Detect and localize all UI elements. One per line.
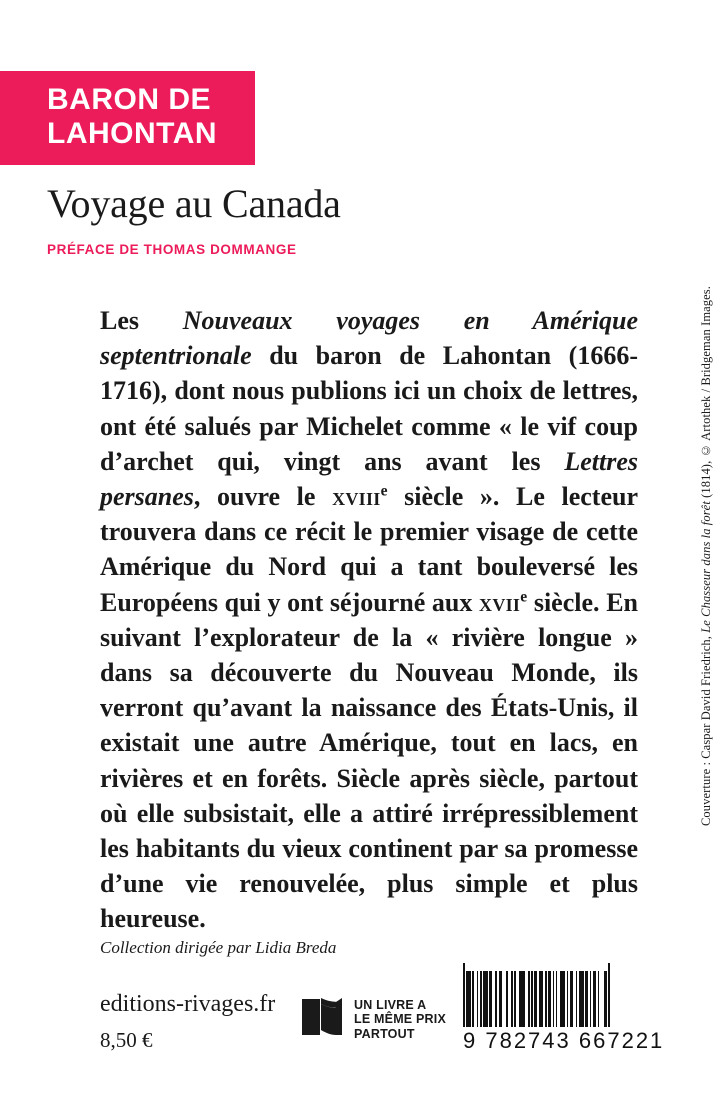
- cover-image-credit: [699, 286, 714, 826]
- fixed-price-line-2: LE MÊME PRIX: [354, 1012, 446, 1027]
- author-name-line-2: LAHONTAN: [47, 117, 218, 150]
- blurb-ordinal-1: e: [380, 482, 388, 500]
- blurb-text-5: siècle. En suivant l’explorateur de la « rivière longue » dans sa découverte du Nouveau Monde, ils verront qu’avant la naissance des États-Unis, il existait une autre Amérique, tout en lacs, en rivières et en forêts. Siècle après siècle, partout où elle subsistait, elle a attiré irrépressiblement les habitants du vieux continent par sa promesse d’une vie renouvelée, plus simple et plus heureuse.: [100, 587, 638, 934]
- blurb-text-3: , ouvre le: [193, 482, 333, 512]
- isbn-digits: 9 782743 667221: [463, 1028, 665, 1053]
- blurb-ordinal-2: e: [520, 587, 528, 605]
- credit-prefix: Couverture : Caspar David Friedrich,: [699, 632, 713, 827]
- preface-credit: PRÉFACE DE THOMAS DOMMANGE: [47, 242, 297, 257]
- author-banner: [0, 71, 255, 165]
- author-name-line-1: BARON DE: [47, 83, 212, 116]
- page-title: Voyage au Canada: [47, 181, 341, 226]
- barcode-bars: [463, 963, 664, 1027]
- blurb-text-4: siècle ». Le lecteur trouvera dans ce récit le premier visage de cette Amérique du Nord qui a tant bouleversé les Européens qui y ont séjourné aux: [100, 482, 638, 617]
- credit-suffix: (1814), © Artothek / Bridgeman Images.: [699, 285, 713, 502]
- fixed-price-logo-text: [354, 998, 446, 1042]
- blurb-work-title-1: Nouveaux voyages en Amérique septentrionale: [100, 306, 638, 371]
- price-label: 8,50 €: [100, 1028, 153, 1052]
- blurb-century-numeral-2: xvii: [479, 587, 521, 617]
- fixed-price-line-3: PARTOUT: [354, 1026, 415, 1041]
- collection-editor-line: Collection dirigée par Lidia Breda: [100, 938, 337, 957]
- blurb-work-title-2: Lettres persanes: [100, 446, 638, 512]
- back-cover-blurb: [100, 303, 638, 937]
- open-book-icon: [300, 995, 346, 1044]
- fixed-price-line-1: UN LIVRE A: [354, 997, 427, 1012]
- blurb-text-2: du baron de Lahontan (1666-1716), dont nous publions ici un choix de lettres, ont été salués par Michelet comme « le vif coup d’archet qui, vingt ans avant les: [100, 341, 638, 476]
- credit-artwork-title: Le Chasseur dans la forêt: [699, 501, 713, 633]
- blurb-text-1: Les: [100, 306, 183, 335]
- isbn-barcode: [463, 963, 664, 1054]
- fixed-price-logo: [300, 995, 446, 1044]
- publisher-website[interactable]: editions-rivages.fr: [100, 991, 276, 1017]
- blurb-century-numeral-1: xviii: [332, 482, 381, 512]
